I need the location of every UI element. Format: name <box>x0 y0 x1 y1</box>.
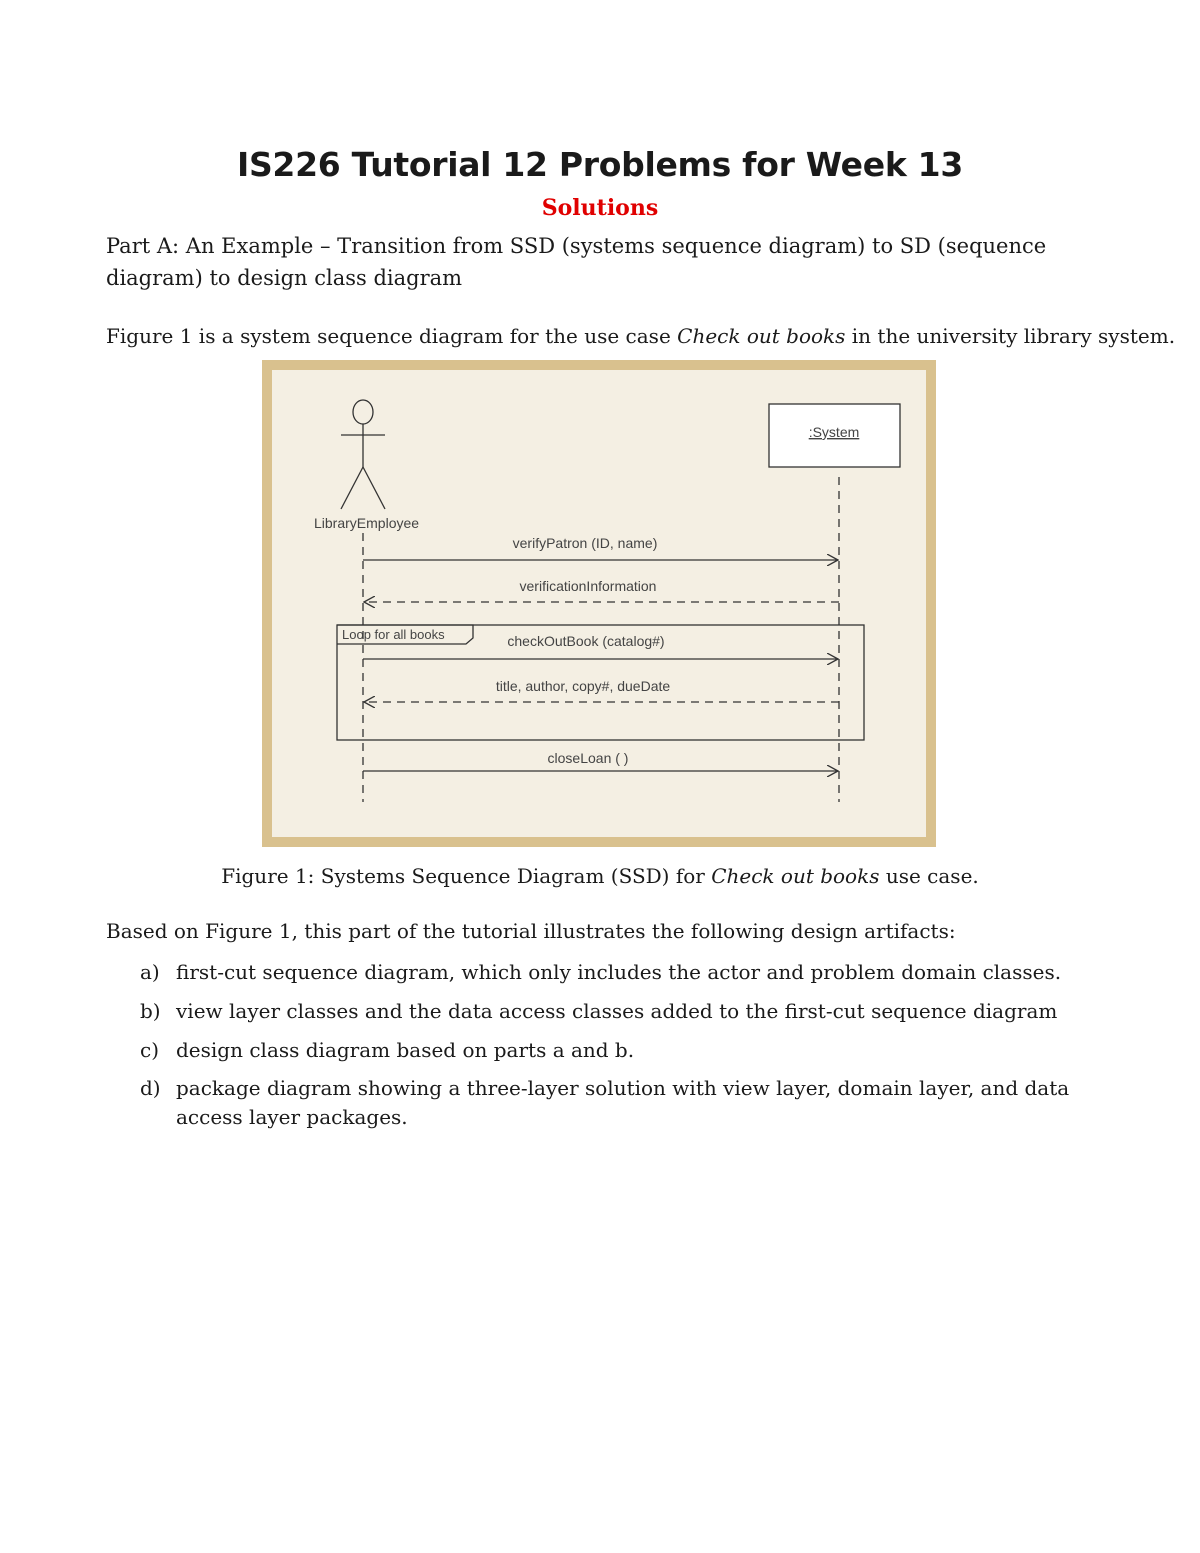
system-label: :System <box>808 424 860 440</box>
document-subtitle: Solutions <box>541 195 659 221</box>
caption-text-after: use case. <box>879 864 979 888</box>
intro-paragraph <box>106 322 1176 350</box>
document-title: IS226 Tutorial 12 Problems for Week 13 <box>236 145 963 184</box>
figure-1-frame <box>262 360 936 847</box>
list-item-label: c) <box>140 1038 160 1062</box>
part-a-heading: Part A: An Example – Transition from SSD (systems sequence diagram) to SD (sequence diagram) to design class diagram <box>106 234 1047 290</box>
message-label-check-out-book: checkOutBook (catalog#) <box>507 633 665 649</box>
list-item-label: a) <box>140 960 160 984</box>
message-label-book-details: title, author, copy#, dueDate <box>495 678 671 694</box>
list-item-text: design class diagram based on parts a and b. <box>176 1038 635 1062</box>
message-label-verify-patron: verifyPatron (ID, name) <box>512 535 658 551</box>
figure-caption <box>0 862 1200 890</box>
actor-label: LibraryEmployee <box>314 515 420 531</box>
caption-use-case: Check out books <box>711 864 880 888</box>
caption-text-before: Figure 1: Systems Sequence Diagram (SSD) for <box>221 864 712 888</box>
intro-text-after: in the university library system. <box>845 324 1176 348</box>
list-item-label: d) <box>140 1076 161 1100</box>
list-item-text: first-cut sequence diagram, which only includes the actor and problem domain classes. <box>176 960 1062 984</box>
sequence-diagram <box>272 370 926 837</box>
intro-text-before: Figure 1 is a system sequence diagram for the use case <box>106 324 678 348</box>
message-label-verification-information: verificationInformation <box>519 578 657 594</box>
intro-use-case: Check out books <box>677 324 846 348</box>
message-label-close-loan: closeLoan ( ) <box>547 750 629 766</box>
list-item-text: view layer classes and the data access classes added to the first-cut sequence diagram <box>176 999 1058 1023</box>
based-on-paragraph: Based on Figure 1, this part of the tutorial illustrates the following design artifacts: <box>106 919 956 943</box>
list-item-text: package diagram showing a three-layer solution with view layer, domain layer, and data access layer packages. <box>176 1076 1070 1129</box>
loop-label: Loop for all books <box>342 627 445 642</box>
list-item-label: b) <box>140 999 161 1023</box>
